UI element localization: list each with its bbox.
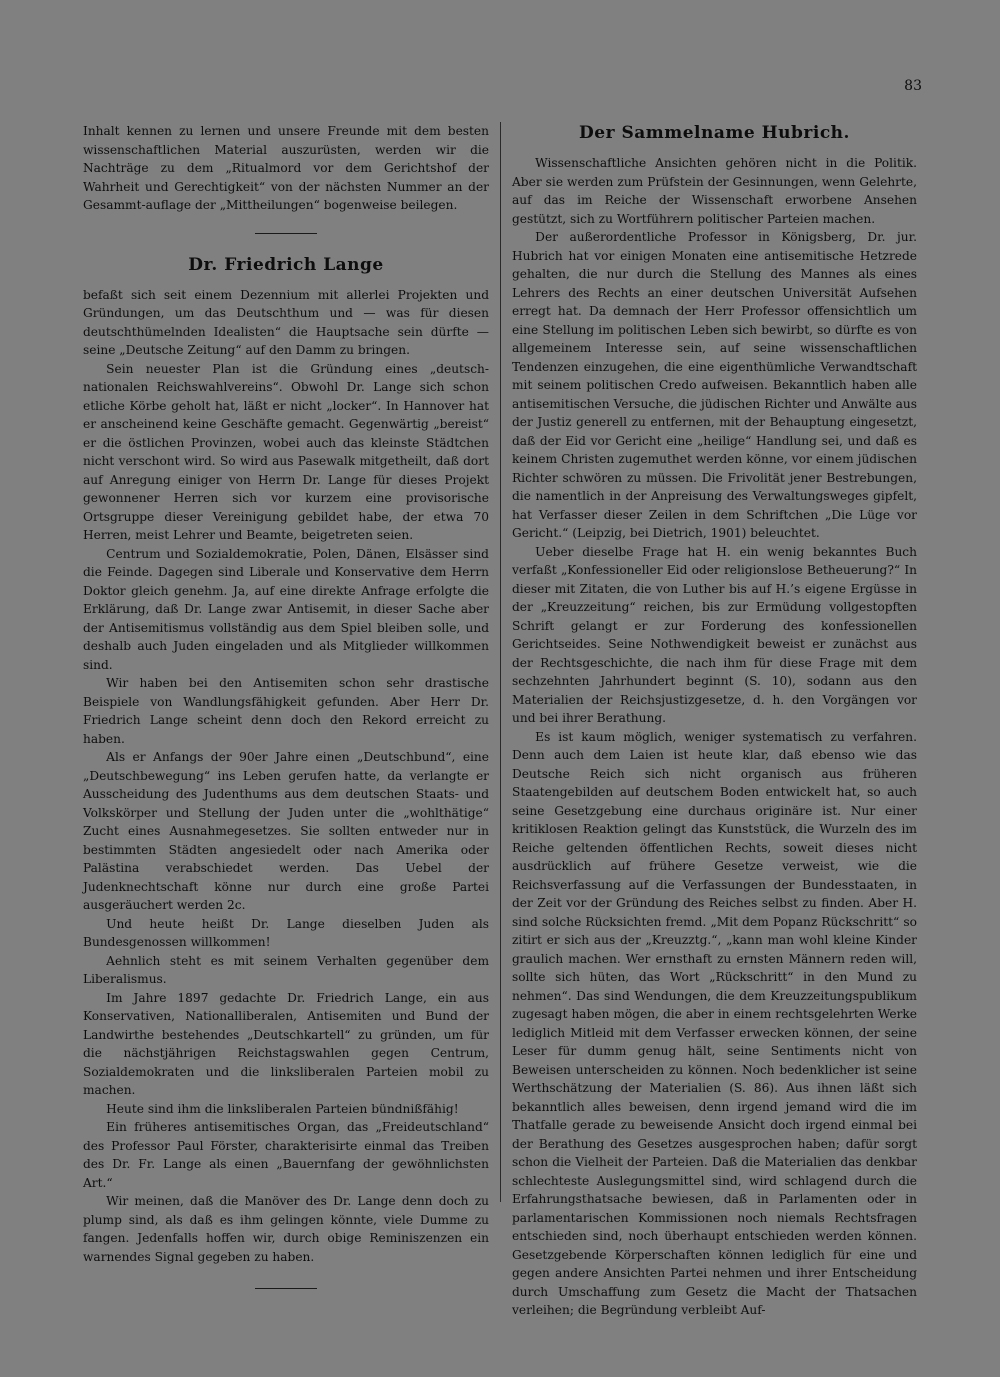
intro-paragraph: Inhalt kennen zu lernen und unsere Freunde mit dem besten wissenschaftlichen Material auszurüsten, werden wir die Nachträge zu dem „Ritualmord vor dem Gerichtshof der Wahrheit und Gerechtigkeit“ von der nächsten Nummer an der Gesammt-auflage der „Mittheilungen“ bogenweise beilegen.	[83, 124, 489, 212]
article-paragraph: befaßt sich seit einem Dezennium mit allerlei Projekten und Gründungen, um das Deutschthum und — was für diesen deutschthümelnden Idealisten“ die Hauptsache sein dürfte — seine „Deutsche Zeitung“ auf den Damm zu bringen.	[83, 287, 489, 357]
left-column	[83, 122, 489, 1289]
right-column	[512, 122, 917, 1320]
article-paragraph: Es ist kaum möglich, weniger systematisch zu verfahren. Denn auch dem Laien ist heute klar, daß ebenso wie das Deutsche Reich sich nicht organisch aus früheren Staatengebilden auf deutschem Boden entwickelt hat, so auch seine Gesetzgebung eine durchaus originäre ist. Nur einer kritiklosen Reaktion gelingt das Kunststück, die Wurzeln des im Reiche geltenden öffentlichen Rechts, soweit dieses nicht ausdrücklich auf frühere Gesetze verweist, wie die Reichsverfassung auf die Verfassungen der Bundesstaaten, in der Zeit vor der Gründung des Reiches selbst zu finden. Aber H. sind solche Rücksichten fremd. „Mit dem Popanz Rückschritt“ so zitirt er sich aus der „Kreuzztg.“, „kann man wohl kleine Kinder graulich machen. Wer ernsthaft zu ernsten Männern reden will, sollte sich hüten, das Wort „Rückschritt“ in den Mund zu nehmen“. Das sind Wendungen, die dem Kreuzzeitungspublikum zugesagt haben mögen, die aber in einem rechtsgelehrten Werke lediglich Mitleid mit dem Verfasser erwecken können, der seine Leser für dumm genug hält, seine Sentiments nicht von Beweisen unterscheiden zu können. Noch bedenklicher ist seine Werthschätzung der Materialien (S. 86). Aus ihnen läßt sich bekanntlich alles beweisen, denn irgend jemand wird die im Thatfalle gerade zu beweisende Ansicht doch irgend einmal bei der Berathung des Gesetzes ausgesprochen haben; dafür sorgt schon die Vielheit der Parteien. Daß die Materialien das denkbar schlechteste Auslegungsmittel sind, wird schlagend durch die Erfahrungsthatsache bewiesen, daß in Parlamenten oder in parlamentarischen Kommissionen noch niemals Rechtsfragen entschieden sind, noch überhaupt entschieden werden können. Gesetzgebende Körperschaften können lediglich für eine und gegen andere Ansichten Partei nehmen und ihrer Entscheidung durch Umschaffung zum Gesetz die Macht der Thatsachen verleihen; die Begründung verbleibt Auf-	[512, 729, 917, 1317]
article-paragraph: Aehnlich steht es mit seinem Verhalten gegenüber dem Liberalismus.	[83, 953, 489, 986]
article-paragraph: Ein früheres antisemitisches Organ, das „Freideutschland“ des Professor Paul Förster, charakterisirte einmal das Treiben des Dr. Fr. Lange als einen „Bauernfang der gewöhnlichsten Art.“	[83, 1120, 489, 1190]
article-paragraph: Centrum und Sozialdemokratie, Polen, Dänen, Elsässer sind die Feinde. Dagegen sind Liberale und Konservative dem Herrn Doktor gleich genehm. Ja, auf eine direkte Anfrage erfolgte die Erklärung, daß Dr. Lange zwar Antisemit, in dieser Sache aber der Antisemitismus vollständig aus dem Spiel bleiben solle, und deshalb auch Juden eingeladen und als Mitglieder willkommen sind.	[83, 546, 489, 672]
article-paragraph: Wissenschaftliche Ansichten gehören nicht in die Politik. Aber sie werden zum Prüfstein der Gesinnungen, wenn Gelehrte, auf das im Reiche der Wissenschaft erworbene Ansehen gestützt, sich zu Wortführern politischer Parteien machen.	[512, 156, 917, 226]
section-rule	[255, 233, 317, 234]
article-paragraph: Wir meinen, daß die Manöver des Dr. Lange denn doch zu plump sind, als daß es ihm gelingen könnte, viele Dumme zu fangen. Jedenfalls hoffen wir, durch obige Reminiszenzen ein warnendes Signal gegeben zu haben.	[83, 1194, 489, 1264]
article-paragraph: Im Jahre 1897 gedachte Dr. Friedrich Lange, ein aus Konservativen, Nationalliberalen, Antisemiten und Bund der Landwirthe bestehendes „Deutschkartell“ zu gründen, um für die nächstjährigen Reichstagswahlen gegen Centrum, Sozialdemokraten und die linksliberalen Parteien mobil zu machen.	[83, 990, 489, 1097]
end-rule	[255, 1288, 317, 1289]
article-paragraph: Heute sind ihm die linksliberalen Parteien bündnißfähig!	[106, 1101, 459, 1116]
column-divider	[500, 122, 501, 1202]
page-number: 83	[904, 78, 922, 94]
article-paragraph: Ueber dieselbe Frage hat H. ein wenig bekanntes Buch verfaßt „Konfessioneller Eid oder religionslose Betheuerung?“ In dieser mit Zitaten, die von Luther bis auf H.’s eigene Ergüsse in der „Kreuzzeitung“ reichen, bis zur Ermüdung vollgestopften Schrift gelangt er zur Forderung des konfessionellen Gerichtseides. Seine Nothwendigkeit beweist er zunächst aus der Rechtsgeschichte, die nach ihm für diese Frage mit dem sechzehnten Jahrhundert beginnt (S. 10), sodann aus den Materialien der Reichsjustizgesetze, d. h. den Vorgängen vor und bei ihrer Berathung.	[512, 544, 917, 725]
article-title-lange: Dr. Friedrich Lange	[188, 254, 384, 275]
article-paragraph: Der außerordentliche Professor in Königsberg, Dr. jur. Hubrich hat vor einigen Monaten eine antisemitische Hetzrede gehalten, die nur durch die Stellung des Mannes als eines Lehrers des Rechts an einer deutschen Universität Aufsehen erregt hat. Da demnach der Herr Professor offensichtlich um eine Stellung im politischen Leben sich bewirbt, so dürfte es von allgemeinem Interesse sein, auf seine wissenschaftlichen Tendenzen einzugehen, die eine eigenthümliche Verwandtschaft mit seinem politischen Credo aufweisen. Bekanntlich haben alle antisemitischen Versuche, die jüdischen Richter und Anwälte aus der Justiz generell zu entfernen, mit der Behauptung eingesetzt, daß der Eid vor Gericht eine „heilige“ Handlung sei, und daß es keinem Christen zugemuthet werden könne, vor einem jüdischen Richter schwören zu müssen. Die Frivolität jener Bestrebungen, die namentlich in der Anpreisung des Verwaltungsweges gipfelt, hat Verfasser dieser Zeilen in dem Schriftchen „Die Lüge vor Gericht.“ (Leipzig, bei Dietrich, 1901) beleuchtet.	[512, 230, 917, 540]
article-paragraph: Als er Anfangs der 90er Jahre einen „Deutschbund“, eine „Deutschbewegung“ ins Leben gerufen hatte, da verlangte er Ausscheidung des Judenthums aus dem deutschen Staats- und Volkskörper und Stellung der Juden unter die „wohlthätige“ Zucht eines Ausnahmegesetzes. Sie sollten entweder nur in bestimmten Städten angesiedelt oder nach Amerika oder Palästina verabschiedet werden. Das Uebel der Judenknechtschaft könne nur durch eine große Partei ausgeräuchert werden 2c.	[83, 750, 489, 912]
article-paragraph: Und heute heißt Dr. Lange dieselben Juden als Bundesgenossen willkommen!	[83, 916, 489, 949]
article-title-hubrich: Der Sammelname Hubrich.	[579, 123, 850, 143]
article-paragraph: Sein neuester Plan ist die Gründung eines „deutsch-nationalen Reichswahlvereins“. Obwohl Dr. Lange sich schon etliche Körbe geholt hat, läßt er nicht „locker“. In Hannover hat er anscheinend keine Geschäfte gemacht. Gegenwärtig „bereist“ er die östlichen Provinzen, wobei auch das kleinste Städtchen nicht verschont wird. So wird aus Pasewalk mitgetheilt, daß dort auf Anregung einiger von Herrn Dr. Lange für dieses Projekt gewonnener Herren sich vor kurzem eine provisorische Ortsgruppe dieser Vereinigung gebildet habe, der etwa 70 Herren, meist Lehrer und Beamte, beigetreten seien.	[83, 361, 489, 542]
article-paragraph: Wir haben bei den Antisemiten schon sehr drastische Beispiele von Wandlungsfähigkeit gefunden. Aber Herr Dr. Friedrich Lange scheint denn doch den Rekord erreicht zu haben.	[83, 676, 489, 746]
